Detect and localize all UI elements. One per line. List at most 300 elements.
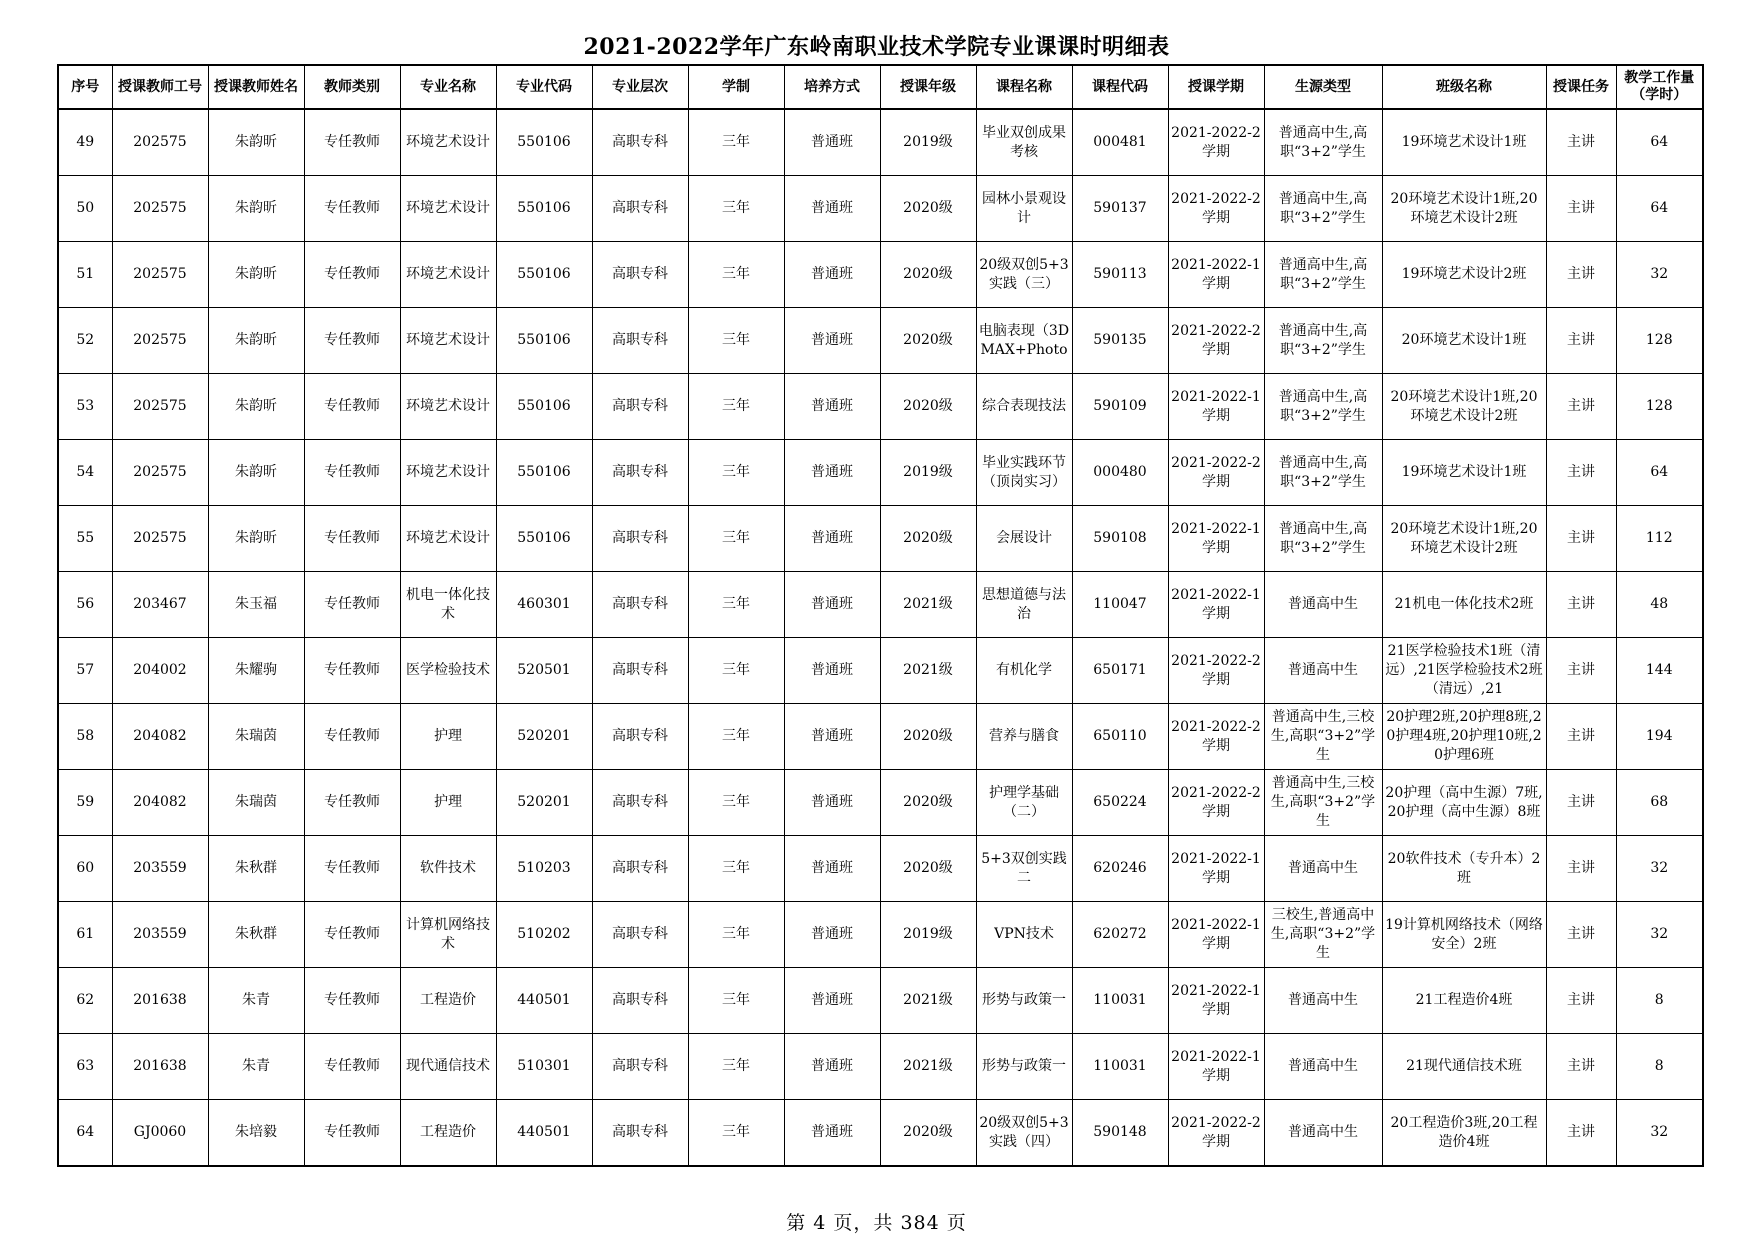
cell-text: 21现代通信技术班 [1406,1058,1522,1074]
cell-text: 520201 [517,794,571,810]
cell-text: 2021-2022-2学期 [1171,784,1261,820]
cell-text: 专任教师 [324,1058,380,1074]
table-cell [496,638,592,704]
cell-text: 三年 [722,332,750,348]
table-cell [400,968,496,1034]
cell-text: 590135 [1093,332,1147,348]
cell-text: 201638 [133,1058,187,1074]
table-cell [1382,109,1546,176]
table-cell [58,572,112,638]
cell-text: 2020级 [903,266,953,282]
table-cell [880,176,976,242]
table-cell [1264,308,1382,374]
cell-text: 650110 [1093,728,1147,744]
table-cell [1168,440,1264,506]
cell-text: 环境艺术设计 [406,530,490,546]
cell-text: 550106 [517,464,571,480]
cell-text: 48 [1650,596,1669,612]
table-cell [880,242,976,308]
table-cell [112,374,208,440]
cell-text: 2021级 [903,992,953,1008]
cell-text: 朱秋群 [235,926,277,942]
cell-text: 三年 [722,662,750,678]
cell-text: 普通高中生,高职“3+2”学生 [1278,124,1368,160]
table-cell [1072,242,1168,308]
table-row [58,638,1703,704]
table-cell [208,968,304,1034]
table-cell [1168,638,1264,704]
cell-text: 园林小景观设计 [982,190,1066,226]
table-cell [1072,1034,1168,1100]
cell-text: 64 [1650,200,1669,216]
table-cell [1168,836,1264,902]
table-cell [208,1100,304,1167]
table-cell [496,572,592,638]
table-cell [688,1100,784,1167]
cell-text: 高职专科 [612,530,668,546]
table-cell [1168,1100,1264,1167]
table-cell [496,968,592,1034]
table-cell [1546,242,1616,308]
cell-text: 朱韵昕 [235,200,277,216]
table-cell [688,968,784,1034]
cell-text: 主讲 [1567,134,1595,150]
table-cell [1546,770,1616,836]
table-cell [976,836,1072,902]
cell-text: 普通班 [811,728,853,744]
cell-text: 专任教师 [324,992,380,1008]
table-cell [688,109,784,176]
cell-text: 2021-2022-2学期 [1171,124,1261,160]
table-cell [304,374,400,440]
table-row [58,770,1703,836]
table-cell [58,638,112,704]
cell-text: 高职专科 [612,332,668,348]
table-cell [208,440,304,506]
table-cell [880,506,976,572]
cell-text: 590113 [1093,266,1147,282]
cell-text: 550106 [517,266,571,282]
table-cell [976,1100,1072,1167]
cell-text: 环境艺术设计 [406,332,490,348]
table-cell [688,308,784,374]
cell-text: 三年 [722,1124,750,1140]
cell-text: 32 [1650,266,1669,282]
table-cell [1072,572,1168,638]
cell-text: 510301 [517,1058,571,1074]
table-cell [1382,638,1546,704]
cell-text: 2021级 [903,596,953,612]
cell-text: 202575 [133,332,187,348]
table-cell [112,1034,208,1100]
table-cell [1382,440,1546,506]
page-title: 2021-2022学年广东岭南职业技术学院专业课课时明细表 [583,34,1170,60]
cell-text: 朱韵昕 [235,464,277,480]
column-header: 课程名称 [976,65,1072,109]
table-cell [880,440,976,506]
cell-text: 19环境艺术设计1班 [1401,464,1527,480]
column-header: 培养方式 [784,65,880,109]
cell-text: 三年 [722,926,750,942]
table-cell [400,176,496,242]
table-cell [208,572,304,638]
table-cell [1546,836,1616,902]
cell-text: 20环境艺术设计1班 [1401,332,1527,348]
table-cell [784,176,880,242]
cell-text: 8 [1654,1058,1664,1074]
cell-text: 普通高中生,三校生,高职“3+2”学生 [1270,709,1376,763]
cell-text: 202575 [133,266,187,282]
table-cell [208,638,304,704]
table-cell [304,176,400,242]
table-row [58,242,1703,308]
cell-text: 现代通信技术 [406,1058,490,1074]
cell-text: 590109 [1093,398,1147,414]
table-cell [304,242,400,308]
column-header: 班级名称 [1382,65,1546,109]
cell-text: 三校生,普通高中生,高职“3+2”学生 [1270,907,1376,961]
cell-text: 460301 [517,596,571,612]
cell-text: 000480 [1093,464,1147,480]
cell-text: 高职专科 [612,728,668,744]
table-cell [58,902,112,968]
cell-text: 主讲 [1567,794,1595,810]
cell-text: 专任教师 [324,728,380,744]
table-row [58,836,1703,902]
cell-text: 64 [1650,134,1669,150]
cell-text: 2021-2022-1学期 [1171,916,1261,952]
cell-text: 20护理2班,20护理8班,20护理4班,20护理10班,20护理6班 [1386,709,1542,763]
table-cell [400,704,496,770]
cell-text: 110031 [1093,992,1147,1008]
table-cell [496,1034,592,1100]
table-cell [400,308,496,374]
cell-text: 20软件技术（专升本）2班 [1387,850,1541,886]
table-cell [1616,902,1703,968]
cell-text: 32 [1650,860,1669,876]
cell-text: 主讲 [1567,332,1595,348]
table-cell [112,836,208,902]
table-cell [1264,704,1382,770]
table-cell [58,506,112,572]
table-cell [1264,374,1382,440]
cell-text: 普通班 [811,266,853,282]
table-cell [784,506,880,572]
table-cell [784,572,880,638]
cell-text: 环境艺术设计 [406,134,490,150]
cell-text: 57 [76,662,95,678]
cell-text: VPN技术 [994,926,1054,942]
cell-text: 590137 [1093,200,1147,216]
table-cell [880,109,976,176]
cell-text: 2021-2022-2学期 [1171,190,1261,226]
cell-text: 专任教师 [324,926,380,942]
table-cell [1382,836,1546,902]
cell-text: 64 [1650,464,1669,480]
cell-text: 2019级 [903,464,953,480]
cell-text: 专任教师 [324,398,380,414]
cell-text: 55 [76,530,95,546]
table-cell [1382,1100,1546,1167]
cell-text: 有机化学 [996,662,1052,678]
table-cell [304,770,400,836]
table-cell [976,506,1072,572]
table-cell [1546,902,1616,968]
table-cell [496,308,592,374]
table-cell [304,902,400,968]
table-cell [496,109,592,176]
cell-text: 51 [76,266,95,282]
cell-text: 2019级 [903,134,953,150]
cell-text: 环境艺术设计 [406,200,490,216]
table-cell [688,506,784,572]
table-cell [592,440,688,506]
table-row [58,1100,1703,1167]
cell-text: 550106 [517,398,571,414]
cell-text: 专任教师 [324,332,380,348]
table-cell [1072,902,1168,968]
cell-text: 主讲 [1567,530,1595,546]
table-cell [1168,704,1264,770]
cell-text: 2021-2022-2学期 [1171,718,1261,754]
column-header: 授课年级 [880,65,976,109]
table-cell [592,968,688,1034]
table-cell [592,374,688,440]
cell-text: 专任教师 [324,530,380,546]
table-cell [496,1100,592,1167]
table-cell [208,308,304,374]
table-cell [400,1034,496,1100]
table-cell [58,770,112,836]
table-cell [496,374,592,440]
cell-text: 电脑表现（3DMAX+Photo [978,322,1070,358]
cell-text: 主讲 [1567,266,1595,282]
table-cell [1382,242,1546,308]
cell-text: 普通高中生 [1288,662,1358,678]
cell-text: 高职专科 [612,1058,668,1074]
table-cell [304,440,400,506]
table-cell [592,572,688,638]
table-cell [1616,968,1703,1034]
cell-text: 2021-2022-1学期 [1171,388,1261,424]
cell-text: 营养与膳食 [989,728,1059,744]
cell-text: 202575 [133,530,187,546]
table-cell [784,770,880,836]
table-cell [1382,770,1546,836]
table-cell [400,902,496,968]
cell-text: 普通高中生 [1288,1124,1358,1140]
table-cell [592,242,688,308]
cell-text: 普通高中生,高职“3+2”学生 [1278,256,1368,292]
cell-text: 203559 [133,860,187,876]
cell-text: 2021-2022-1学期 [1171,850,1261,886]
table-cell [688,242,784,308]
cell-text: 普通班 [811,332,853,348]
table-cell [1168,176,1264,242]
cell-text: 专任教师 [324,266,380,282]
column-header: 授课任务 [1546,65,1616,109]
cell-text: 202575 [133,200,187,216]
table-cell [1264,242,1382,308]
cell-text: 2020级 [903,1124,953,1140]
table-cell [400,374,496,440]
cell-text: 2020级 [903,728,953,744]
table-cell [1382,176,1546,242]
cell-text: 主讲 [1567,992,1595,1008]
table-cell [112,109,208,176]
cell-text: 普通班 [811,464,853,480]
table-cell [976,308,1072,374]
table-cell [208,374,304,440]
cell-text: 128 [1645,398,1673,414]
table-cell [1616,770,1703,836]
table-cell [784,308,880,374]
table-cell [304,1100,400,1167]
table-cell [784,836,880,902]
cell-text: 三年 [722,728,750,744]
table-cell [976,572,1072,638]
table-cell [112,308,208,374]
cell-text: 形势与政策一 [982,992,1066,1008]
cell-text: 203559 [133,926,187,942]
table-cell [1168,109,1264,176]
table-cell [1546,968,1616,1034]
cell-text: 202575 [133,464,187,480]
cell-text: 620272 [1093,926,1147,942]
table-cell [58,836,112,902]
cell-text: 110047 [1093,596,1147,612]
table-cell [496,770,592,836]
cell-text: 朱瑞茵 [235,728,277,744]
table-cell [976,902,1072,968]
table-cell [400,1100,496,1167]
cell-text: 49 [76,134,95,150]
cell-text: 工程造价 [420,1124,476,1140]
cell-text: 550106 [517,134,571,150]
cell-text: 440501 [517,1124,571,1140]
cell-text: 环境艺术设计 [406,464,490,480]
cell-text: 朱玉福 [235,596,277,612]
cell-text: 朱韵昕 [235,266,277,282]
cell-text: 21机电一体化技术2班 [1394,596,1534,612]
table-cell [1546,374,1616,440]
cell-text: 650224 [1093,794,1147,810]
cell-text: 高职专科 [612,1124,668,1140]
cell-text: 61 [76,926,95,942]
table-cell [304,308,400,374]
cell-text: 高职专科 [612,464,668,480]
table-cell [1546,1034,1616,1100]
table-row [58,902,1703,968]
cell-text: 20环境艺术设计1班,20环境艺术设计2班 [1390,388,1538,424]
table-cell [880,638,976,704]
cell-text: 19环境艺术设计2班 [1401,266,1527,282]
cell-text: 20工程造价3班,20工程造价4班 [1390,1114,1538,1150]
table-cell [1264,1100,1382,1167]
cell-text: 62 [76,992,95,1008]
cell-text: 朱耀驹 [235,662,277,678]
cell-text: 20环境艺术设计1班,20环境艺术设计2班 [1390,190,1538,226]
table-cell [208,836,304,902]
table-cell [304,109,400,176]
cell-text: 203467 [133,596,187,612]
table-cell [58,440,112,506]
cell-text: 204082 [133,794,187,810]
table-cell [1264,109,1382,176]
cell-text: 主讲 [1567,596,1595,612]
table-cell [1546,308,1616,374]
table-cell [1072,308,1168,374]
cell-text: 2020级 [903,794,953,810]
table-cell [1072,638,1168,704]
table-cell [58,704,112,770]
cell-text: 2020级 [903,530,953,546]
column-header: 专业代码 [496,65,592,109]
cell-text: 主讲 [1567,926,1595,942]
table-cell [400,836,496,902]
cell-text: 2019级 [903,926,953,942]
table-cell [1382,704,1546,770]
table-cell [304,704,400,770]
table-cell [400,109,496,176]
cell-text: 440501 [517,992,571,1008]
cell-text: 550106 [517,332,571,348]
table-cell [1072,109,1168,176]
table-cell [976,440,1072,506]
cell-text: 550106 [517,200,571,216]
cell-text: 2021-2022-1学期 [1171,256,1261,292]
table-cell [1616,374,1703,440]
table-cell [304,968,400,1034]
table-row [58,968,1703,1034]
cell-text: 2021级 [903,662,953,678]
cell-text: 三年 [722,794,750,810]
table-cell [1072,176,1168,242]
table-cell [1616,506,1703,572]
table-cell [1616,638,1703,704]
table-cell [1546,506,1616,572]
table-cell [400,506,496,572]
cell-text: 高职专科 [612,926,668,942]
page-footer: 第 4 页，共 384 页 [786,1212,967,1234]
table-cell [688,770,784,836]
table-cell [304,506,400,572]
table-cell [688,572,784,638]
cell-text: 650171 [1093,662,1147,678]
cell-text: 普通班 [811,134,853,150]
table-cell [976,1034,1072,1100]
table-cell [112,176,208,242]
cell-text: 高职专科 [612,398,668,414]
table-cell [1072,968,1168,1034]
cell-text: 52 [76,332,95,348]
cell-text: 高职专科 [612,662,668,678]
table-cell [400,638,496,704]
table-cell [1168,902,1264,968]
table-cell [1264,836,1382,902]
table-cell [880,770,976,836]
table-cell [1382,968,1546,1034]
table-cell [496,704,592,770]
table-cell [1264,176,1382,242]
table-cell [1072,1100,1168,1167]
cell-text: 60 [76,860,95,876]
cell-text: 54 [76,464,95,480]
cell-text: 2021-2022-1学期 [1171,982,1261,1018]
table-cell [1616,1100,1703,1167]
table-cell [880,836,976,902]
table-cell [208,506,304,572]
